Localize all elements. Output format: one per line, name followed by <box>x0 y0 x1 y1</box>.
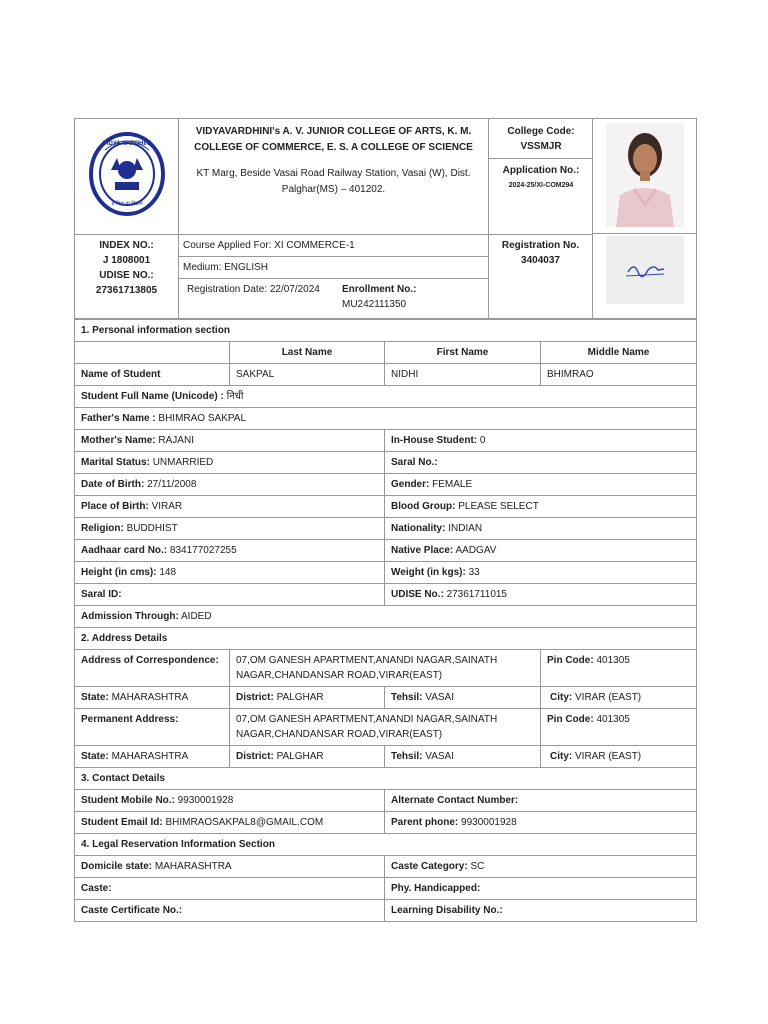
blood-group-value: PLEASE SELECT <box>458 501 539 512</box>
personal-table <box>74 319 697 922</box>
email-label: Student Email Id: <box>81 817 163 828</box>
photo-cell <box>593 119 697 319</box>
signature-icon <box>606 236 684 304</box>
enrollment-no: MU242111350 <box>342 299 407 310</box>
gender-label: Gender: <box>391 479 430 490</box>
logo-text-bottom: ज्ञ विदा हा विद्याने <box>110 201 143 207</box>
inhouse-value: 0 <box>479 435 486 446</box>
perm-district-value: PALGHAR <box>276 751 324 762</box>
perm-state-label: State: <box>81 751 109 762</box>
domicile-label: Domicile state: <box>81 861 153 872</box>
college-address: KT Marg, Beside Vasai Road Railway Station, Vasai (W), Dist. Palghar(MS) – 401202. <box>196 168 471 195</box>
name-label: Name of Student <box>75 364 230 386</box>
admission-value: AIDED <box>181 611 212 622</box>
perm-city-label: City: <box>550 751 573 762</box>
admission-form <box>74 118 696 922</box>
corr-pin-value: 401305 <box>596 655 630 666</box>
student-udise-value: 27361711015 <box>446 589 507 600</box>
section-legal-title: 4. Legal Reservation Information Section <box>75 834 697 856</box>
corr-tehsil-value: VASAI <box>425 692 454 703</box>
admission-label: Admission Through: <box>81 611 179 622</box>
marital-value: UNMARRIED <box>152 457 214 468</box>
index-no: J 1808001 <box>102 255 151 266</box>
parent-phone-label: Parent phone: <box>391 817 459 828</box>
enrollment-label: Enrollment No.: <box>342 284 417 295</box>
religion-value: BUDDHIST <box>126 523 178 534</box>
height-value: 148 <box>159 567 177 578</box>
caste-category-label: Caste Category: <box>391 861 468 872</box>
student-photo-icon <box>606 123 684 227</box>
nationality-label: Nationality: <box>391 523 446 534</box>
registration-no: 3404037 <box>521 255 560 266</box>
college-code-label: College Code: <box>507 126 575 137</box>
corr-address-label: Address of Correspondence: <box>75 650 230 687</box>
corr-tehsil-label: Tehsil: <box>391 692 423 703</box>
marital-label: Marital Status: <box>81 457 150 468</box>
course-cell <box>179 235 489 319</box>
pob-value: VIRAR <box>151 501 183 512</box>
codes-cell <box>489 119 593 235</box>
last-name: SAKPAL <box>230 364 385 386</box>
col-first-name: First Name <box>385 342 541 364</box>
inhouse-label: In-House Student: <box>391 435 478 446</box>
gender-value: FEMALE <box>432 479 473 490</box>
father-value: BHIMRAO SAKPAL <box>158 413 247 424</box>
pob-label: Place of Birth: <box>81 501 149 512</box>
mobile-label: Student Mobile No.: <box>81 795 175 806</box>
parent-phone-value: 9930001928 <box>461 817 517 828</box>
dob-value: 27/11/2008 <box>147 479 197 490</box>
mother-value: RAJANI <box>158 435 194 446</box>
perm-address-label: Permanent Address: <box>75 709 230 746</box>
dob-label: Date of Birth: <box>81 479 145 490</box>
col-last-name: Last Name <box>230 342 385 364</box>
corr-city-value: VIRAR (EAST) <box>575 692 642 703</box>
student-signature <box>606 236 684 304</box>
college-logo-icon <box>87 130 167 218</box>
perm-state-value: MAHARASHTRA <box>111 751 189 762</box>
perm-district-label: District: <box>236 751 274 762</box>
college-code: VSSMJR <box>520 141 562 152</box>
caste-category-value: SC <box>470 861 485 872</box>
native-place-value: AADGAV <box>455 545 497 556</box>
saral-id-label: Saral ID: <box>81 589 122 600</box>
perm-tehsil-value: VASAI <box>425 751 454 762</box>
corr-district-label: District: <box>236 692 274 703</box>
mobile-value: 9930001928 <box>177 795 234 806</box>
corr-address-value: 07,OM GANESH APARTMENT,ANANDI NAGAR,SAINATH NAGAR,CHANDANSAR ROAD,VIRAR(EAST) <box>230 650 541 687</box>
corr-city-label: City: <box>550 692 573 703</box>
religion-label: Religion: <box>81 523 124 534</box>
logo-cell <box>75 119 179 235</box>
email-value: BHIMRAOSAKPAL8@GMAIL.COM <box>165 817 324 828</box>
index-cell <box>75 235 179 319</box>
aadhaar-label: Aadhaar card No.: <box>81 545 168 556</box>
corr-state-label: State: <box>81 692 109 703</box>
first-name: NIDHI <box>385 364 541 386</box>
weight-label: Weight (in kgs): <box>391 567 466 578</box>
col-middle-name: Middle Name <box>541 342 697 364</box>
perm-city-value: VIRAR (EAST) <box>575 751 642 762</box>
unicode-label: Student Full Name (Unicode) : <box>81 391 224 402</box>
caste-certificate-label: Caste Certificate No.: <box>81 905 183 916</box>
perm-address-value: 07,OM GANESH APARTMENT,ANANDI NAGAR,SAINATH NAGAR,CHANDANSAR ROAD,VIRAR(EAST) <box>230 709 541 746</box>
college-name: VIDYAVARDHINI's A. V. JUNIOR COLLEGE OF ARTS, K. M. COLLEGE OF COMMERCE, E. S. A COLLEGE OF SCIENCE <box>194 126 473 153</box>
nationality-value: INDIAN <box>448 523 483 534</box>
corr-district-value: PALGHAR <box>276 692 324 703</box>
mother-label: Mother's Name: <box>81 435 156 446</box>
caste-label: Caste: <box>81 883 112 894</box>
udise-label: UDISE NO.: <box>99 270 154 281</box>
learning-disability-label: Learning Disability No.: <box>391 905 503 916</box>
registration-date: Registration Date: 22/07/2024 <box>187 284 320 295</box>
domicile-value: MAHARASHTRA <box>154 861 232 872</box>
corr-state-value: MAHARASHTRA <box>111 692 189 703</box>
native-place-label: Native Place: <box>391 545 454 556</box>
height-label: Height (in cms): <box>81 567 157 578</box>
perm-pin-label: Pin Code: <box>547 714 594 725</box>
perm-pin-value: 401305 <box>596 714 630 725</box>
blood-group-label: Blood Group: <box>391 501 456 512</box>
middle-name: BHIMRAO <box>541 364 697 386</box>
aadhaar-value: 834177027255 <box>169 545 237 556</box>
alternate-contact-label: Alternate Contact Number: <box>391 795 519 806</box>
section-contact-title: 3. Contact Details <box>75 768 697 790</box>
registration-cell <box>489 235 593 319</box>
college-info-cell <box>179 119 489 235</box>
logo-text-top: VIDYA-VARDHINI <box>102 141 151 147</box>
handicap-label: Phy. Handicapped: <box>391 883 481 894</box>
course-applied: Course Applied For: XI COMMERCE-1 <box>179 235 489 257</box>
student-udise-label: UDISE No.: <box>391 589 444 600</box>
unicode-value: निधी <box>226 391 244 402</box>
corr-pin-label: Pin Code: <box>547 655 594 666</box>
student-photo <box>606 123 684 227</box>
perm-tehsil-label: Tehsil: <box>391 751 423 762</box>
application-label: Application No.: <box>502 165 580 176</box>
index-label: INDEX NO.: <box>99 240 154 251</box>
section-address-title: 2. Address Details <box>75 628 697 650</box>
saral-no-label: Saral No.: <box>391 457 438 468</box>
header-table <box>74 118 697 319</box>
registration-label: Registration No. <box>501 240 580 251</box>
application-no: 2024-25/XI-COM294 <box>508 182 574 189</box>
weight-value: 33 <box>468 567 480 578</box>
medium: Medium: ENGLISH <box>179 257 489 279</box>
udise-no: 27361713805 <box>95 285 158 296</box>
father-label: Father's Name : <box>81 413 156 424</box>
section-personal-title: 1. Personal information section <box>75 320 697 342</box>
